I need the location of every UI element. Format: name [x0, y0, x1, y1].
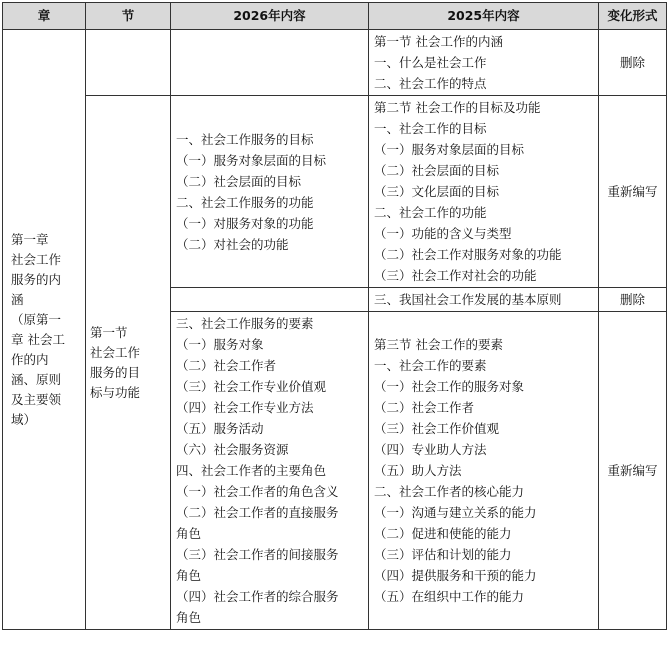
header-section: 节 [86, 3, 171, 30]
header-content-2026: 2026年内容 [171, 3, 369, 30]
section-cell: 第一节 社会工作 服务的目 标与功能 [86, 96, 171, 630]
content-2025-cell: 第三节 社会工作的要素 一、社会工作的要素 （一）社会工作的服务对象 （二）社会工作者 （三）社会工作价值观 （四）专业助人方法 （五）助人方法 二、社会工作者的核心能力 （一）沟通与建立关系的能力 （二）促进和使能的能力 （三）评估和计划的能力 （四）提供服务和干预的能力 （五）在组织中工作的能力 [369, 312, 599, 630]
change-cell: 重新编写 [599, 312, 667, 630]
change-cell: 删除 [599, 30, 667, 96]
content-2025-cell: 第二节 社会工作的目标及功能 一、社会工作的目标 （一）服务对象层面的目标 （二）社会层面的目标 （三）文化层面的目标 二、社会工作的功能 （一）功能的含义与类型 （二）社会工作对服务对象的功能 （三）社会工作对社会的功能 [369, 96, 599, 288]
header-chapter: 章 [3, 3, 86, 30]
change-cell: 重新编写 [599, 96, 667, 288]
content-2026-cell: 一、社会工作服务的目标 （一）服务对象层面的目标 （二）社会层面的目标 二、社会工作服务的功能 （一）对服务对象的功能 （二）对社会的功能 [171, 96, 369, 288]
header-change-type: 变化形式 [599, 3, 667, 30]
table-row [3, 96, 667, 288]
content-2026-cell [171, 30, 369, 96]
section-empty-cell [86, 30, 171, 96]
content-2026-cell [171, 288, 369, 312]
chapter-cell: 第一章 社会工作 服务的内 涵 （原第一 章 社会工 作的内 涵、原则 及主要领 域） [3, 30, 86, 630]
content-2025-cell: 三、我国社会工作发展的基本原则 [369, 288, 599, 312]
table-row [3, 30, 667, 96]
content-2025-cell: 第一节 社会工作的内涵 一、什么是社会工作 二、社会工作的特点 [369, 30, 599, 96]
comparison-table [2, 2, 667, 630]
header-row [3, 3, 667, 30]
change-cell: 删除 [599, 288, 667, 312]
header-content-2025: 2025年内容 [369, 3, 599, 30]
content-2026-cell: 三、社会工作服务的要素 （一）服务对象 （二）社会工作者 （三）社会工作专业价值观 （四）社会工作专业方法 （五）服务活动 （六）社会服务资源 四、社会工作者的主要角色 （一）社会工作者的角色含义 （二）社会工作者的直接服务 角色 （三）社会工作者的间接服务 角色 （四）社会工作者的综合服务 角色 [171, 312, 369, 630]
